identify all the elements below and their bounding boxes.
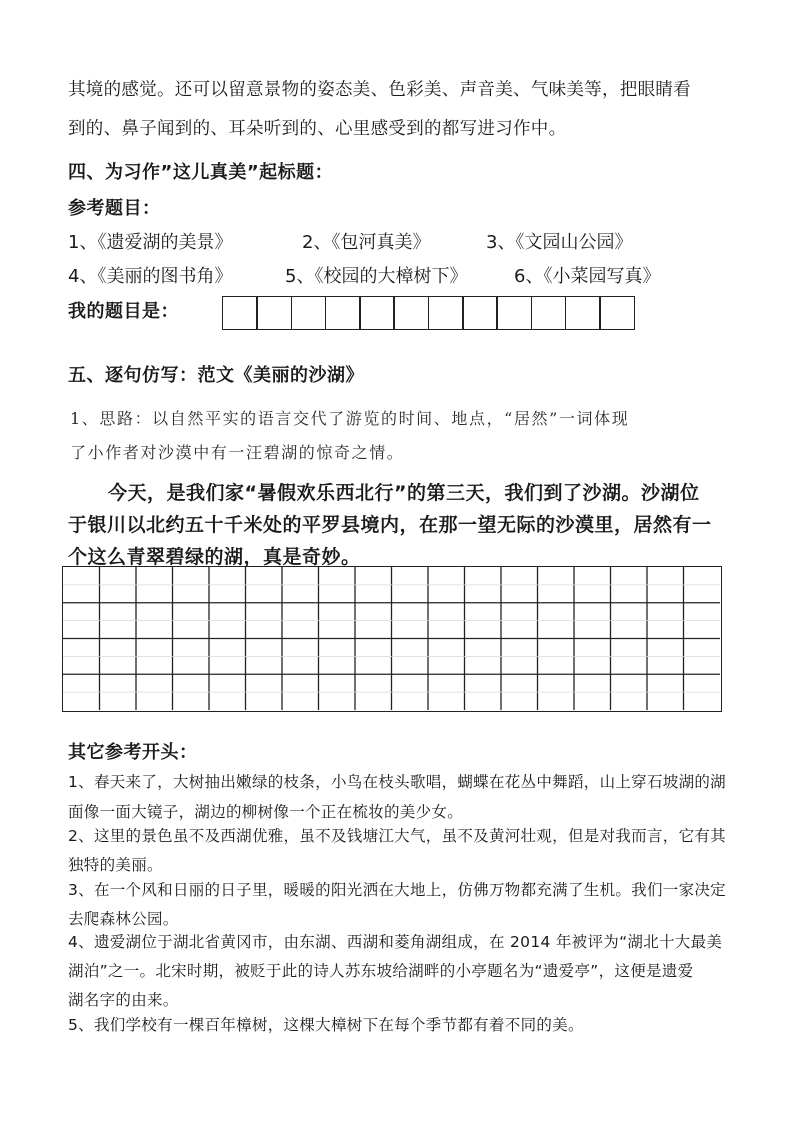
other-openings-heading: 其它参考开头： (68, 742, 198, 763)
section-4-heading: 四、为习作”这儿真美”起标题： (68, 162, 334, 183)
opening-line-4: 独特的美丽。 (68, 856, 163, 874)
title-answer-box[interactable] (496, 296, 532, 330)
opening-line-3: 2、这里的景色虽不及西湖优雅，虽不及钱塘江大气，虽不及黄河壮观，但是对我而言，它有其 (68, 827, 726, 845)
title-answer-box[interactable] (256, 296, 292, 330)
title-answer-box[interactable] (531, 296, 567, 330)
opening-line-8: 湖泊”之一。北宋时期，被贬于此的诗人苏东坡给湖畔的小亭题名为“遗爱亭”，这便是遗爱 (68, 962, 694, 980)
opening-line-7: 4、遗爱湖位于湖北省黄冈市，由东湖、西湖和菱角湖组成，在 2014 年被评为“湖北十大最美 (68, 933, 723, 951)
reference-titles-label: 参考题目： (68, 198, 161, 219)
title-answer-box[interactable] (462, 296, 498, 330)
title-option-2: 2、《包河真美》 (302, 232, 431, 253)
opening-line-6: 去爬森林公园。 (68, 910, 179, 928)
opening-line-1: 1、春天来了，大树抽出嫩绿的枝条，小鸟在枝头歌唱，蝴蝶在花丛中舞蹈，山上穿石坡湖的湖 (68, 773, 726, 791)
title-answer-box[interactable] (428, 296, 464, 330)
title-answer-box[interactable] (359, 296, 395, 330)
intro-line-1: 其境的感觉。还可以留意景物的姿态美、色彩美、声音美、气味美等，把眼睛看 (68, 80, 691, 100)
opening-line-10: 5、我们学校有一棵百年樟树，这棵大樟树下在每个季节都有着不同的美。 (68, 1016, 584, 1034)
opening-line-5: 3、在一个风和日丽的日子里，暖暖的阳光洒在大地上，仿佛万物都充满了生机。我们一家决定 (68, 881, 726, 899)
model-text-line-2: 于银川以北约五十千米处的平罗县境内，在那一望无际的沙漠里，居然有一 (68, 514, 712, 536)
writing-grid[interactable] (62, 566, 722, 712)
title-answer-box[interactable] (222, 296, 258, 330)
my-title-label: 我的题目是： (68, 301, 179, 322)
title-answer-box[interactable] (325, 296, 361, 330)
idea-line-1: 1、思路：以自然平实的语言交代了游览的时间、地点，“居然”一词体现 (70, 409, 630, 428)
model-text-line-3: 个这么青翠碧绿的湖，真是奇妙。 (68, 546, 361, 568)
title-answer-box[interactable] (599, 296, 635, 330)
opening-line-2: 面像一面大镜子，湖边的柳树像一个正在梳妆的美少女。 (68, 803, 464, 821)
intro-line-2: 到的、鼻子闻到的、耳朵听到的、心里感受到的都写进习作中。 (68, 119, 567, 139)
section-5-heading: 五、逐句仿写：范文《美丽的沙湖》 (68, 365, 364, 386)
model-text-line-1: 今天，是我们家“暑假欢乐西北行”的第三天，我们到了沙湖。沙湖位 (108, 482, 700, 504)
title-answer-box[interactable] (393, 296, 429, 330)
writing-grid-lines (63, 567, 720, 710)
opening-line-9: 湖名字的由来。 (68, 991, 179, 1009)
title-option-5: 5、《校园的大樟树下》 (285, 266, 468, 287)
idea-line-2: 了小作者对沙漠中有一汪碧湖的惊奇之情。 (70, 443, 405, 462)
title-option-1: 1、《遗爱湖的美景》 (68, 232, 233, 253)
title-option-4: 4、《美丽的图书角》 (68, 266, 233, 287)
title-answer-box[interactable] (291, 296, 327, 330)
title-option-6: 6、《小菜园写真》 (514, 266, 661, 287)
title-answer-boxes[interactable] (222, 296, 635, 330)
title-answer-box[interactable] (565, 296, 601, 330)
title-option-3: 3、《文园山公园》 (486, 232, 633, 253)
